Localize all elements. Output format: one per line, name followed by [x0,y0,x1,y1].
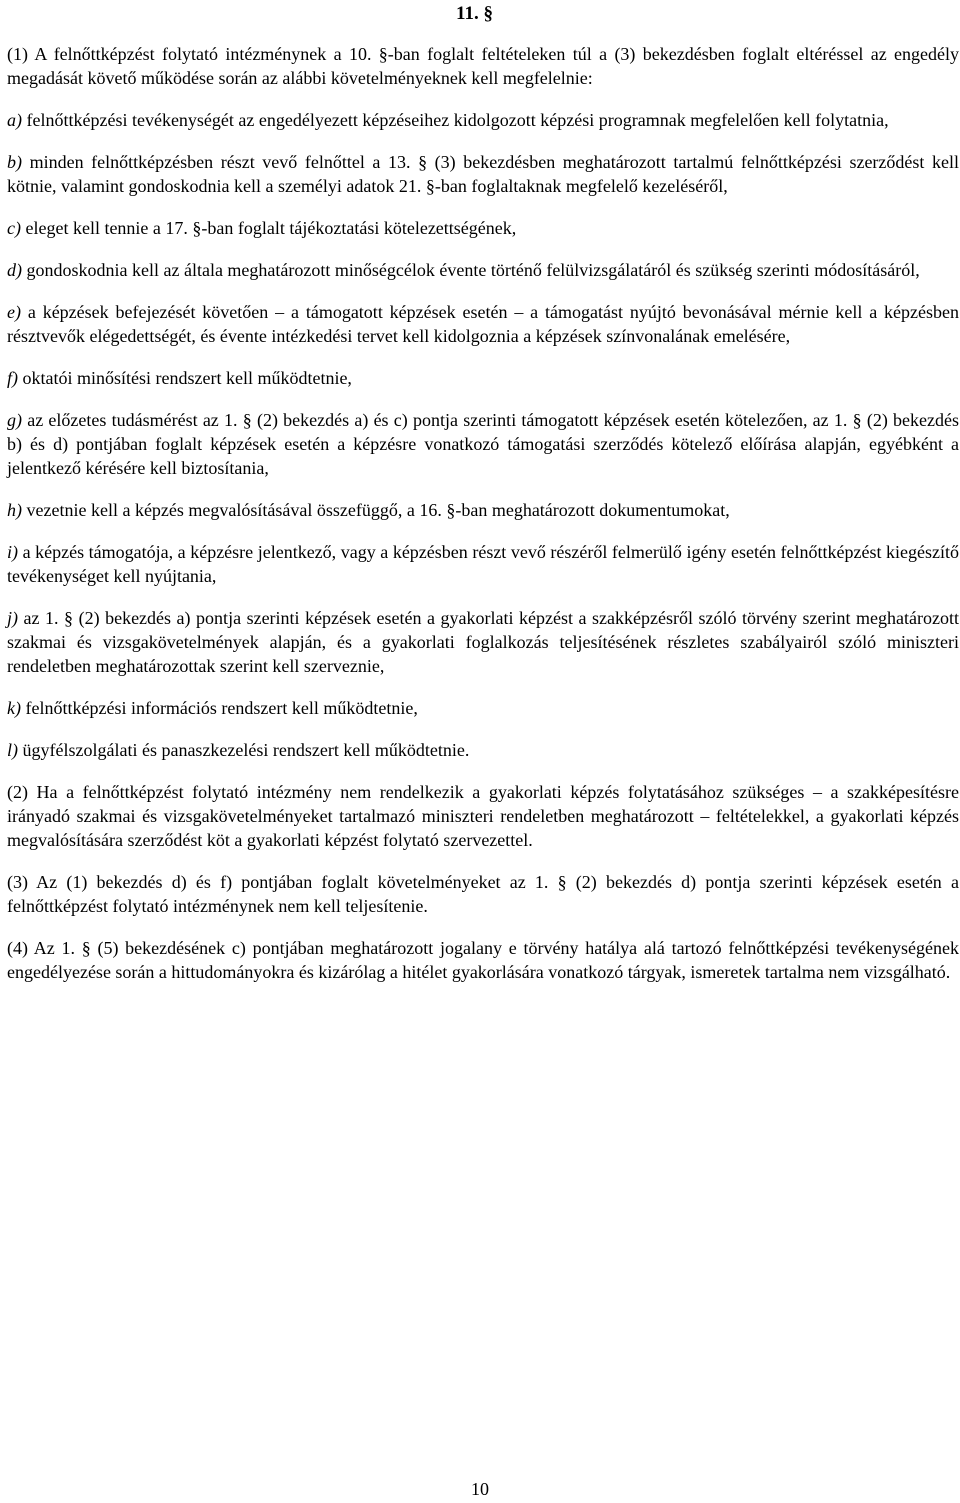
item-text: az előzetes tudásmérést az 1. § (2) bekezdés a) és c) pontja szerinti támogatott képzések esetén kötelezően, az 1. § (2) bekezdés b) és d) pontjában foglalt képzések esetén a képzésre vonatkozó támogatási szerződés kötelező előírása alapján, egyébként a jelentkező kérésére kell biztosítania, [7,410,960,478]
item-label: j) [7,608,18,628]
item-text: eleget kell tennie a 17. §-ban foglalt tájékoztatási kötelezettségének, [25,218,517,238]
item-text: felnőttképzési tevékenységét az engedélyezett képzéseihez kidolgozott képzési programnak megfelelően kell folytatnia, [26,110,889,130]
list-item-b [7,150,959,198]
paragraph-4: (4) Az 1. § (5) bekezdésének c) pontjában meghatározott jogalany e törvény hatálya alá tartozó felnőttképzési tevékenységének engedélyezése során a hittudományokra és kizárólag a hitélet gyakorlására vonatkozó tárgyak, ismeretek tartalma nem vizsgálható. [7,938,959,982]
item-text: vezetnie kell a képzés megvalósításával összefüggő, a 16. §-ban meghatározott dokumentumokat, [26,500,730,520]
section-body [7,42,959,1002]
item-text: oktatói minősítési rendszert kell működtetnie, [22,368,352,388]
list-item-g [7,408,959,480]
list-item-a [7,108,959,132]
item-label: c) [7,218,21,238]
item-label: g) [7,410,22,430]
item-label: h) [7,500,22,520]
section-heading: 11. § [456,3,493,24]
list-item-e [7,300,959,348]
item-text: gondoskodnia kell az általa meghatározott minőségcélok évente történő felülvizsgálatáról és szükség szerinti módosításáról, [26,260,920,280]
list-item-i [7,540,959,588]
item-label: l) [7,740,18,760]
list-item-f [7,366,959,390]
item-label: e) [7,302,21,322]
list-item-d [7,258,959,282]
item-label: d) [7,260,22,280]
item-text: a képzés támogatója, a képzésre jelentkező, vagy a képzésben részt vevő részéről felmerülő igény esetén felnőttképzést kiegészítő tevékenységet kell nyújtania, [7,542,960,586]
item-text: ügyfélszolgálati és panaszkezelési rendszert kell működtetnie. [22,740,470,760]
list-item-j [7,606,959,678]
list-item-c [7,216,959,240]
paragraph-1: (1) A felnőttképzést folytató intézménynek a 10. §-ban foglalt feltételeken túl a (3) bekezdésben foglalt eltéréssel az engedély megadását követő működése során az alábbi követelményeknek kell megfelelnie: [7,44,959,88]
list-item-l [7,738,959,762]
list-item-h [7,498,959,522]
item-text: az 1. § (2) bekezdés a) pontja szerinti képzések esetén a gyakorlati képzést a szakképzésről szóló törvény szerint meghatározott szakmai és vizsgakövetelmények alapján, és a gyakorlati foglalkozás teljesítésének részletes szabályairól szóló miniszteri rendeletben meghatározottak szerint kell szerveznie, [7,608,959,676]
list-item-k [7,696,959,720]
item-label: k) [7,698,21,718]
item-label: i) [7,542,18,562]
item-label: f) [7,368,18,388]
paragraph-2: (2) Ha a felnőttképzést folytató intézmény nem rendelkezik a gyakorlati képzés folytatásához szükséges – a szakképesítésre irányadó szakmai és vizsgakövetelményeket tartalmazó miniszteri rendeletben meghatározott – feltételekkel, a gyakorlati képzés megvalósítására szerződést köt a gyakorlati képzést folytató szervezettel. [7,782,959,850]
item-label: a) [7,110,22,130]
page-number: 10 [471,1479,489,1499]
item-label: b) [7,152,22,172]
item-text: a képzések befejezését követően – a támogatott képzések esetén – a támogatást nyújtó bevonásával mérnie kell a képzésben résztvevők elégedettségét, és évente intézkedési tervet kell kidolgoznia a képzések színvonalának emelésére, [7,302,960,346]
item-text: minden felnőttképzésben részt vevő felnőttel a 13. § (3) bekezdésben meghatározott tartalmú felnőttképzési szerződést kell kötnie, valamint gondoskodnia kell a személyi adatok 21. §-ban foglaltaknak megfelelő kezeléséről, [7,152,959,196]
paragraph-3: (3) Az (1) bekezdés d) és f) pontjában foglalt követelményeket az 1. § (2) bekezdés d) pontja szerinti képzések esetén a felnőttképzést folytató intézménynek nem kell teljesítenie. [7,872,959,916]
item-text: felnőttképzési információs rendszert kell működtetnie, [25,698,418,718]
